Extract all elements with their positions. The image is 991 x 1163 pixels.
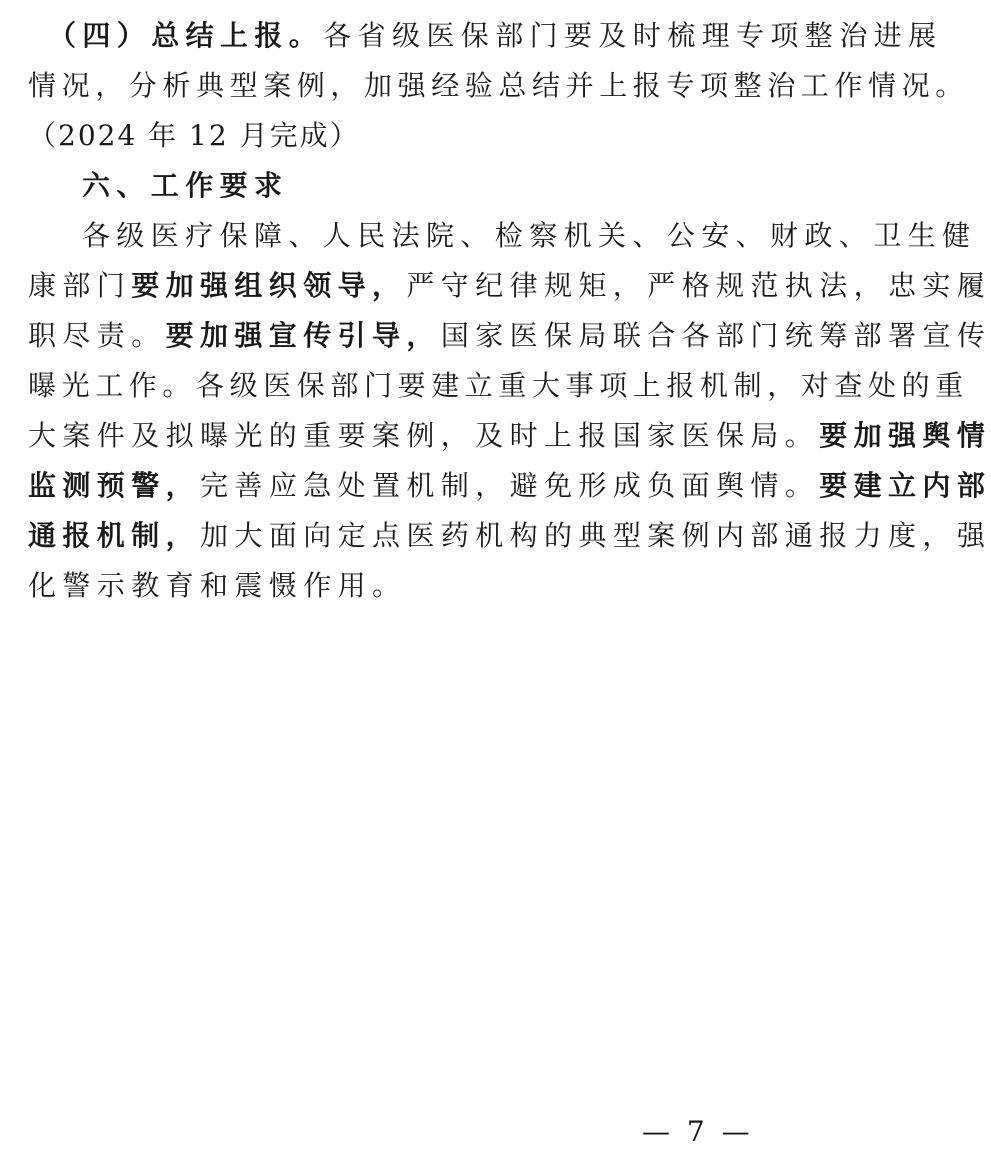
emphasis-text: 监测预警，: [28, 469, 201, 502]
paragraph-text: 国家医保局联合各部门统筹部署宣传: [440, 319, 991, 352]
paragraph-line-4: 曝光工作。各级医保部门要建立重大事项上报机制，对查处的重: [28, 369, 969, 402]
emphasis-text: 要建立内部: [819, 469, 991, 502]
paragraph-line-1: 各级医疗保障、人民法院、检察机关、公安、财政、卫生健: [82, 219, 977, 252]
emphasis-text: 通报机制，: [28, 519, 201, 552]
section-4-line-2: 情况，分析典型案例，加强经验总结并上报专项整治工作情况。: [28, 69, 969, 102]
paragraph-text: 职尽责。: [28, 319, 166, 352]
emphasis-text: 要加强组织领导，: [131, 269, 407, 302]
paragraph-line-6: [28, 466, 991, 506]
paragraph-line-2: [28, 266, 991, 306]
emphasis-text: 要加强舆情: [819, 419, 991, 452]
paragraph-text: 加大面向定点医药机构的典型案例内部通报力度，强: [200, 519, 991, 552]
paragraph-text: 完善应急处置机制，避免形成负面舆情。: [200, 469, 820, 502]
section-4-line-3: （2024 年 12 月完成）: [28, 119, 360, 152]
emphasis-text: 要加强宣传引导，: [165, 319, 441, 352]
paragraph-line-5: [28, 416, 991, 456]
paragraph-line-3: [28, 316, 991, 356]
section-6-heading: 六、工作要求: [82, 169, 289, 202]
paragraph-line-7: [28, 516, 991, 556]
section-4-heading: （四）总结上报。: [48, 19, 324, 52]
paragraph-text: 严守纪律规矩，严格规范执法，忠实履: [406, 269, 991, 302]
section-4-text: 各省级医保部门要及时梳理专项整治进展: [323, 19, 943, 52]
page-number: — 7 —: [642, 1115, 754, 1148]
paragraph-text: 康部门: [28, 269, 132, 302]
section-4-line-1: [48, 16, 942, 56]
paragraph-text: 大案件及拟曝光的重要案例，及时上报国家医保局。: [28, 419, 820, 452]
paragraph-line-8: 化警示教育和震慑作用。: [28, 569, 407, 602]
